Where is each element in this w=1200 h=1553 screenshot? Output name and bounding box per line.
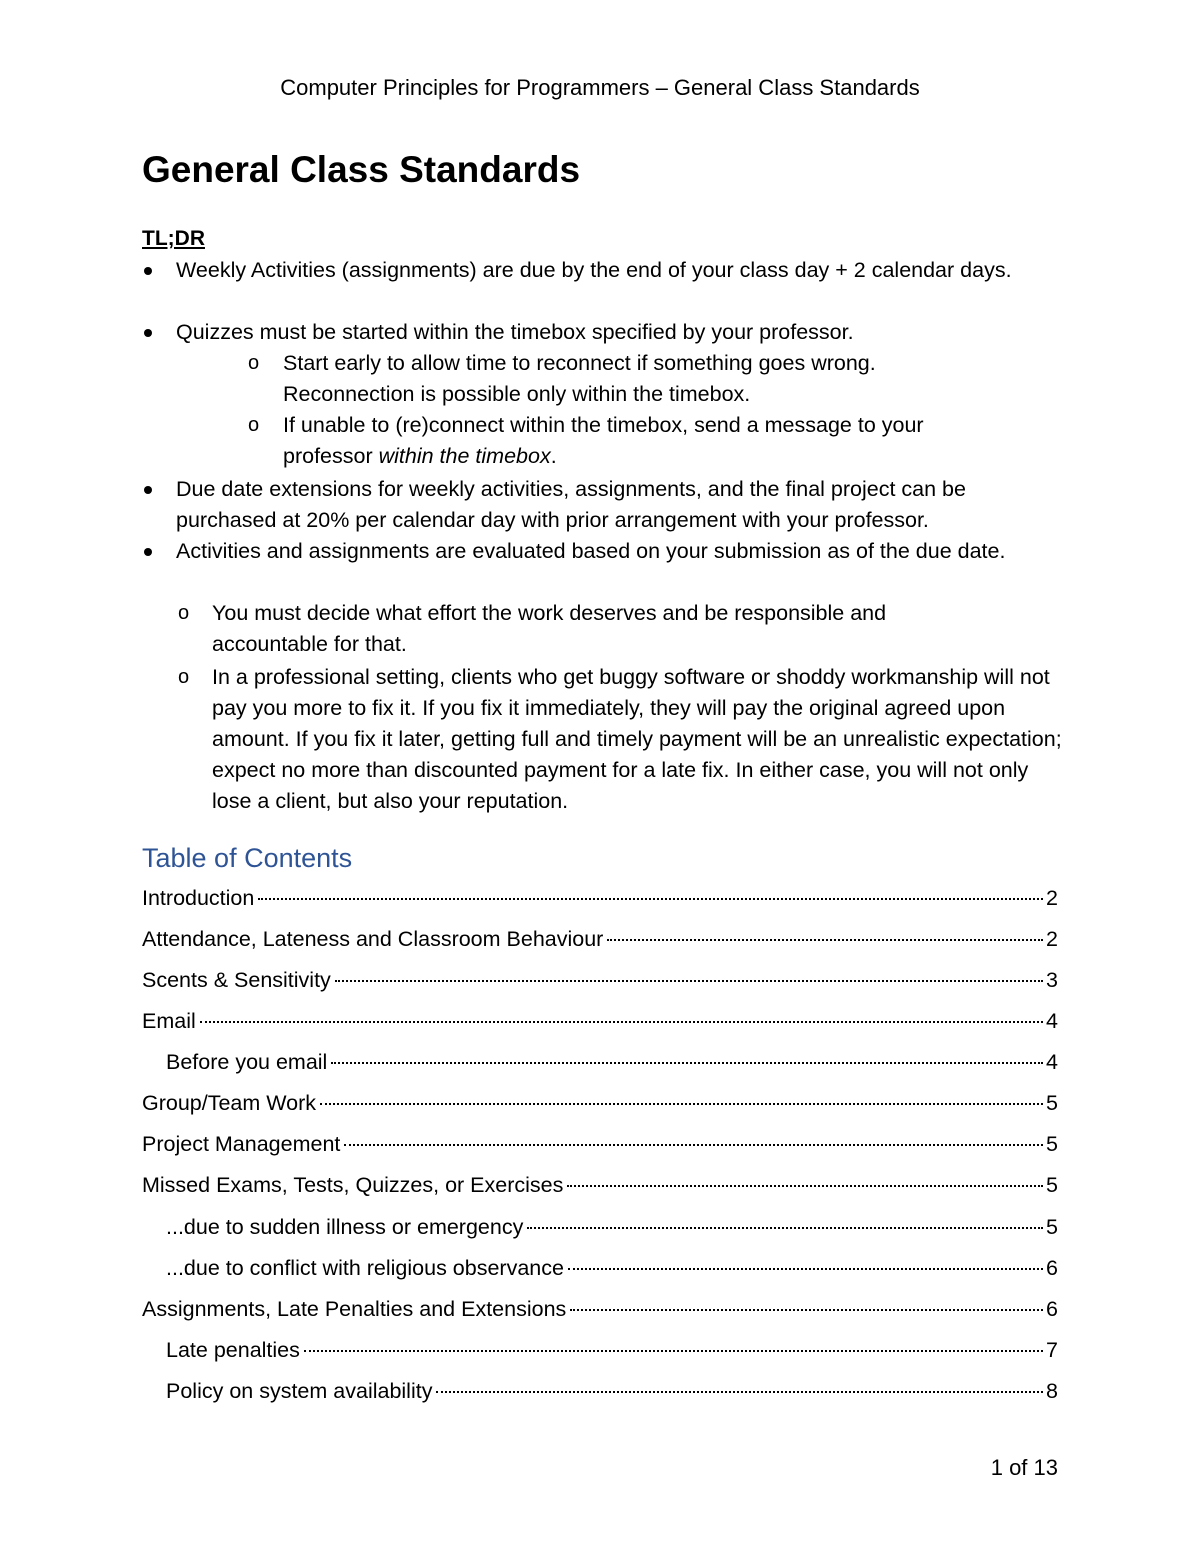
toc-entry-email[interactable]: Email 4: [142, 1009, 1058, 1033]
toc-leader: [258, 898, 1043, 900]
toc-entry-religious-observance[interactable]: ...due to conflict with religious observance 6: [166, 1256, 1058, 1280]
sub-bullet-icon: o: [248, 414, 260, 436]
toc-entry-assignments-late-penalties[interactable]: Assignments, Late Penalties and Extensions 6: [142, 1297, 1058, 1321]
toc-entry-project-management[interactable]: Project Management 5: [142, 1132, 1058, 1156]
toc-entry-before-you-email[interactable]: Before you email 4: [166, 1050, 1058, 1074]
toc-leader: [200, 1021, 1043, 1023]
toc-leader: [568, 1268, 1043, 1270]
tldr-subbullet-start-early: Start early to allow time to reconnect if something goes wrong. Reconnection is possible only within the timebox.: [283, 351, 876, 406]
tldr-bullet-quizzes: Quizzes must be started within the timebox specified by your professor.: [176, 320, 854, 344]
toc-entry-late-penalties[interactable]: Late penalties 7: [166, 1338, 1058, 1362]
toc-entry-introduction[interactable]: Introduction 2: [142, 886, 1058, 910]
tldr-subbullet-unable-to-connect: If unable to (re)connect within the timebox, send a message to your professor within the timebox.: [283, 413, 924, 468]
page-title: General Class Standards: [142, 149, 581, 190]
tldr-bullet-evaluation: Activities and assignments are evaluated based on your submission as of the due date.: [176, 539, 1006, 563]
tldr-subbullet-effort: You must decide what effort the work deserves and be responsible and accountable for that.: [212, 601, 887, 656]
sub-bullet-icon: o: [178, 602, 190, 624]
tldr-bullet-extensions: Due date extensions for weekly activities, assignments, and the final project can be purchased at 20% per calendar day with prior arrangement with your professor.: [176, 477, 966, 532]
toc-leader: [607, 939, 1043, 941]
tldr-heading: TL;DR: [142, 227, 205, 250]
tldr-bullet-weekly-activities: Weekly Activities (assignments) are due by the end of your class day + 2 calendar days.: [176, 258, 1012, 282]
toc-leader: [331, 1062, 1043, 1064]
bullet-icon: [144, 329, 152, 337]
toc-leader: [304, 1350, 1043, 1352]
sub-bullet-icon: o: [248, 352, 260, 374]
toc-leader: [344, 1144, 1043, 1146]
tldr-subbullet-professional-setting: In a professional setting, clients who get buggy software or shoddy workmanship will not pay you more to fix it. If you fix it immediately, they will pay the original agreed upon amount. If you fix it later, getting full and timely payment will be an unrealistic expectation; expect no more than discounted payment for a late fix. In either case, you will not only lose a client, but also your reputation.: [212, 665, 1062, 813]
toc-heading: Table of Contents: [142, 843, 353, 873]
toc-entry-sudden-illness[interactable]: ...due to sudden illness or emergency 5: [166, 1215, 1058, 1239]
toc-entry-group-team-work[interactable]: Group/Team Work 5: [142, 1091, 1058, 1115]
sub-bullet-icon: o: [178, 666, 190, 688]
toc-leader: [527, 1227, 1043, 1229]
page-counter: 1 of 13: [990, 1455, 1058, 1480]
bullet-icon: [144, 486, 152, 494]
toc-leader: [567, 1185, 1043, 1187]
toc-entry-scents[interactable]: Scents & Sensitivity 3: [142, 968, 1058, 992]
toc-entry-missed-exams[interactable]: Missed Exams, Tests, Quizzes, or Exercises 5: [142, 1173, 1058, 1197]
toc-leader: [320, 1103, 1043, 1105]
toc-entry-attendance[interactable]: Attendance, Lateness and Classroom Behaviour 2: [142, 927, 1058, 951]
bullet-icon: [144, 267, 152, 275]
toc-leader: [570, 1309, 1043, 1311]
toc-leader: [436, 1391, 1043, 1393]
toc-entry-system-availability[interactable]: Policy on system availability 8: [166, 1379, 1058, 1403]
running-header: Computer Principles for Programmers – General Class Standards: [280, 75, 920, 100]
toc-leader: [335, 980, 1043, 982]
bullet-icon: [144, 548, 152, 556]
